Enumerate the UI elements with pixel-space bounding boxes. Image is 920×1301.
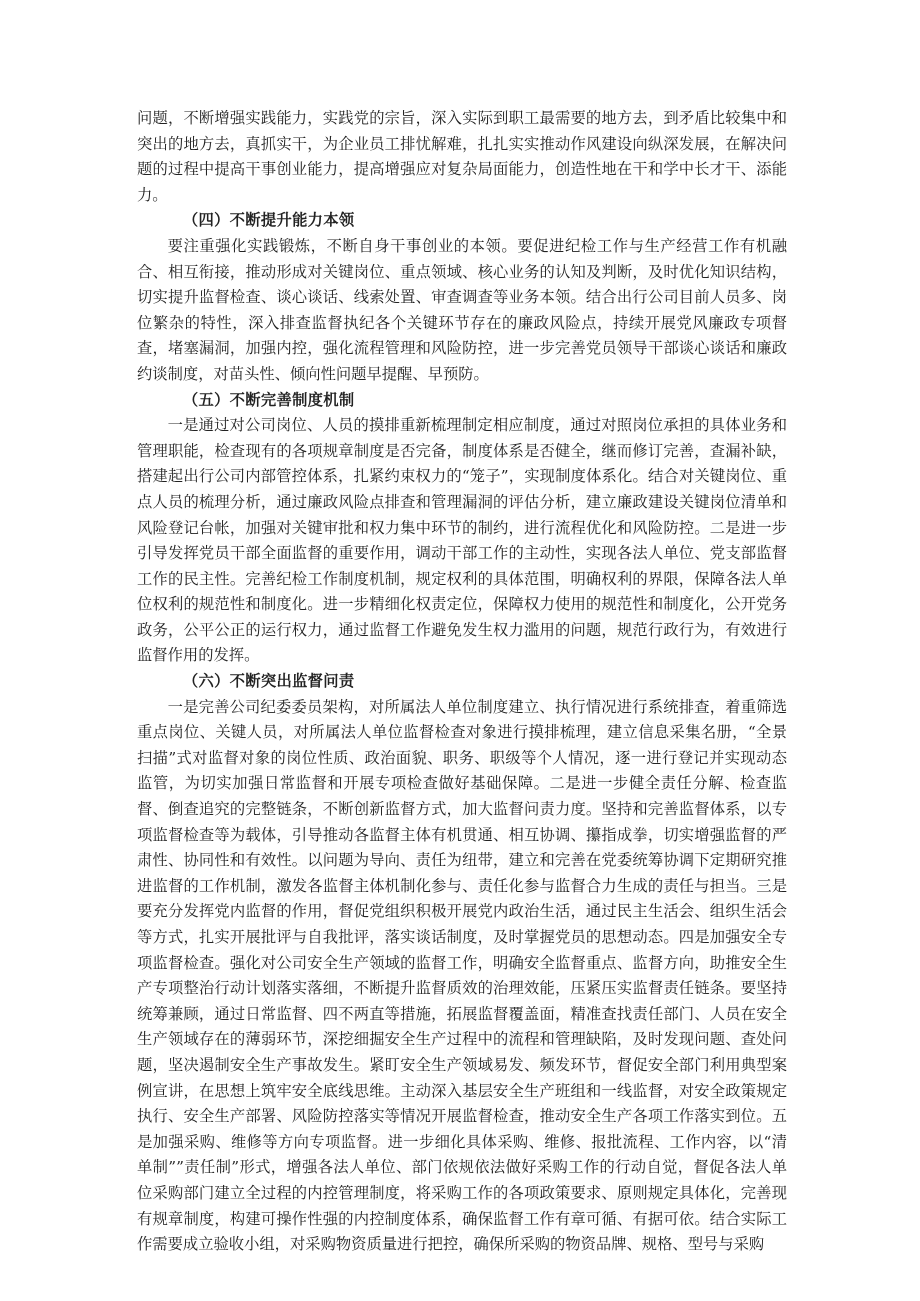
- section-heading-5: （五）不断完善制度机制: [182, 390, 355, 409]
- section-paragraph-6: 一是完善公司纪委委员架构，对所属法人单位制度建立、执行情况进行系统排查，着重筛选重点岗位、关键人员，对所属法人单位监督检查对象进行摸排梳理，建立信息采集名册，“全景扫描”式对监督对象的岗位性质、政治面貌、职务、职级等个人情况，逐一进行登记并实现动态监管，为切实加强日常监督和开展专项检查做好基础保障。二是进一步健全责任分解、检查监督、倒查追究的完整链条，不断创新监督方式，加大监督问责力度。坚持和完善监督体系，以专项监督检查等为载体，引导推动各监督主体有机贯通、相互协调、攥指成拳，切实增强监督的严肃性、协同性和有效性。以问题为导向、责任为纽带，建立和完善在党委统筹协调下定期研究推进监督的工作机制，激发各监督主体机制化参与、责任化参与监督合力生成的责任与担当。三是要充分发挥党内监督的作用，督促党组织积极开展党内政治生活，通过民主生活会、组织生活会等方式，扎实开展批评与自我批评，落实谈话制度，及时掌握党员的思想动态。四是加强安全专项监督检查。强化对公司安全生产领域的监督工作，明确安全监督重点、监督方向，助推安全生产专项整治行动计划落实落细，不断提升监督质效的治理效能，压紧压实监督责任链条。要坚持统筹兼顾，通过日常监督、四不两直等措施，拓展监督覆盖面，精准查找责任部门、人员在安全生产领域存在的薄弱环节，深挖细掘安全生产过程中的流程和管理缺陷，及时发现问题、查处问题，坚决遏制安全生产事故发生。紧盯安全生产领域易发、频发环节，督促安全部门利用典型案例宣讲，在思想上筑牢安全底线思维。主动深入基层安全生产班组和一线监督，对安全政策规定执行、安全生产部署、风险防控落实等情况开展监督检查，推动安全生产各项工作落实到位。五是加强采购、维修等方向专项监督。进一步细化具体采购、维修、报批流程、工作内容，以“清单制””责任制”形式，增强各法人单位、部门依规依法做好采购工作的行动自觉，督促各法人单位采购部门建立全过程的内控管理制度，将采购工作的各项政策要求、原则规定具体化，完善现有规章制度，构建可操作性强的内控制度体系，确保监督工作有章可循、有据可依。结合实际工作需要成立验收小组，对采购物资质量进行把控，确保所采购的物资品牌、规格、型号与采购: [137, 697, 787, 1254]
- section-paragraph-4: 要注重强化实践锻炼，不断自身干事创业的本领。要促进纪检工作与生产经营工作有机融合、相互衔接，推动形成对关键岗位、重点领域、核心业务的认知及判断，及时优化知识结构，切实提升监督检查、谈心谈话、线索处置、审查调查等业务本领。结合出行公司目前人员多、岗位繁杂的特性，深入排查监督执纪各个关键环节存在的廉政风险点，持续开展党风廉政专项督查，堵塞漏洞，加强内控，强化流程管理和风险防控，进一步完善党员领导干部谈心谈话和廉政约谈制度，对苗头性、倾向性问题早提醒、早预防。: [137, 236, 787, 383]
- document-page: [137, 106, 787, 1258]
- intro-paragraph: 问题，不断增强实践能力，实践党的宗旨，深入实际到职工最需要的地方去，到矛盾比较集中和突出的地方去，真抓实干，为企业员工排忧解难，扎扎实实推动作风建设向纵深发展，在解决问题的过程中提高干事创业能力，提高增强应对复杂局面能力，创造性地在干和学中长才干、添能力。: [137, 109, 787, 204]
- section-heading-6: （六）不断突出监督问责: [182, 672, 355, 691]
- section-heading-4: （四）不断提升能力本领: [182, 211, 355, 230]
- section-paragraph-5: 一是通过对公司岗位、人员的摸排重新梳理制定相应制度，通过对照岗位承担的具体业务和管理职能，检查现有的各项规章制度是否完备，制度体系是否健全，继而修订完善，查漏补缺，搭建起出行公司内部管控体系，扎紧约束权力的“笼子”，实现制度体系化。结合对关键岗位、重点人员的梳理分析，通过廉政风险点排查和管理漏洞的评估分析，建立廉政建设关键岗位清单和风险登记台帐，加强对关键审批和权力集中环节的制约，进行流程优化和风险防控。二是进一步引导发挥党员干部全面监督的重要作用，调动干部工作的主动性，实现各法人单位、党支部监督工作的民主性。完善纪检工作制度机制，规定权利的具体范围，明确权利的界限，保障各法人单位权利的规范性和制度化。进一步精细化权责定位，保障权力使用的规范性和制度化，公开党务政务，公平公正的运行权力，通过监督工作避免发生权力滥用的问题，规范行政行为，有效进行监督作用的发挥。: [137, 416, 787, 665]
